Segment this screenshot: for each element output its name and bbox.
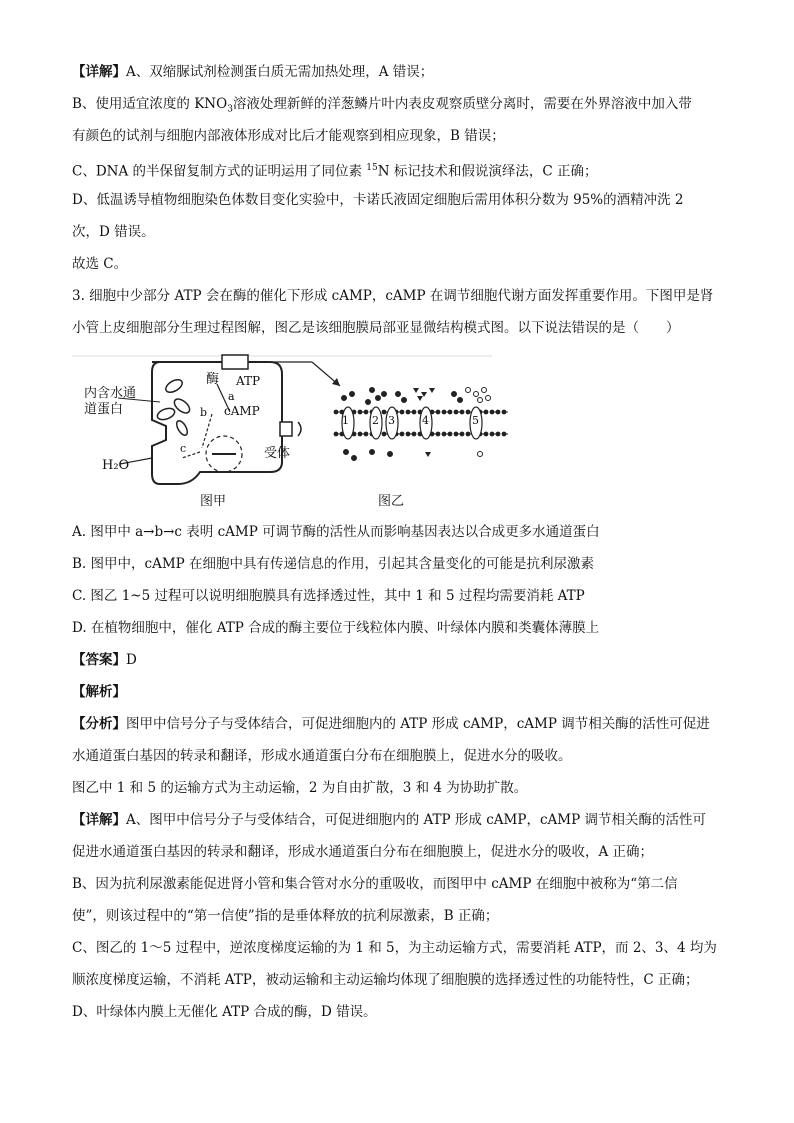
detail2-a-text: A、图甲中信号分子与受体结合，可促进细胞内的 ATP 形成 cAMP，cAMP 调节相关酶的活性可 <box>126 812 706 828</box>
arrow-b <box>202 414 212 448</box>
solute-particle <box>382 392 387 397</box>
detail-a-text: A、双缩脲试剂检测蛋白质无需加热处理，A 错误； <box>126 64 434 80</box>
phospholipid-head <box>496 410 501 415</box>
signal-molecule <box>298 422 301 436</box>
label-c: c <box>180 442 187 455</box>
option-d: D. 在植物细胞中，催化 ATP 合成的酶主要位于线粒体内膜、叶绿体内膜和类囊体薄膜上 <box>72 620 600 636</box>
detail-c-post: N 标记技术和假说演绎法，C 正确； <box>377 163 598 180</box>
label-a: a <box>228 390 235 403</box>
phospholipid-head <box>484 410 489 415</box>
detail-b-line1 <box>72 94 692 120</box>
solute-particle <box>350 392 355 397</box>
detail-b-post: 溶液处理新鲜的洋葱鳞片叶内表皮观察质壁分离时，需要在外界溶液中加入带 <box>232 96 692 112</box>
solute-particle <box>388 452 393 457</box>
detail-b-pre: B、使用适宜浓度的 KNO <box>72 96 228 112</box>
label-receptor: 受体 <box>264 446 291 461</box>
phospholipid-head <box>460 432 465 437</box>
detail2-c-line2: 顺浓度梯度运输，不消耗 ATP，被动运输和主动运输均体现了细胞膜的选择透过性的功能特性，C 正确； <box>72 972 699 988</box>
detail-c <box>72 158 597 182</box>
process-number-2: 2 <box>372 414 379 427</box>
caption-figure-b: 图乙 <box>378 494 405 509</box>
analysis-line2: 水通道蛋白基因的转录和翻译，形成水通道蛋白分布在细胞膜上，促进水分的吸收。 <box>72 748 572 764</box>
solute-particle <box>452 392 457 397</box>
solute-particle <box>342 396 347 401</box>
phospholipid-head <box>502 432 507 437</box>
process-number-1: 1 <box>342 414 349 427</box>
phospholipid-head <box>364 432 369 437</box>
vesicle-shape <box>164 377 185 395</box>
option-a: A. 图甲中 a→b→c 表明 cAMP 可调节酶的活性从而影响基因表达以合成更多水通道蛋白 <box>72 524 600 540</box>
option-c: C. 图乙 1~5 过程可以说明细胞膜具有选择透过性，其中 1 和 5 过程均需要消耗 ATP <box>72 588 585 604</box>
phospholipid-head <box>502 410 507 415</box>
solute-particle <box>425 452 431 457</box>
phospholipid-head <box>496 432 501 437</box>
question-line1: 3. 细胞中少部分 ATP 会在酶的催化下形成 cAMP，cAMP 在调节细胞代谢方面发挥重要作用。下图甲是肾 <box>72 288 714 304</box>
phospholipid-head <box>466 432 471 437</box>
solute-particle <box>466 388 471 393</box>
solute-particle <box>478 452 483 457</box>
phospholipid-head <box>334 410 339 415</box>
label-atp: ATP <box>236 374 261 388</box>
solute-particle <box>370 388 375 393</box>
label-camp: cAMP <box>224 404 260 418</box>
phospholipid-head <box>484 432 489 437</box>
solute-particle <box>482 388 487 393</box>
detail2-a-line1 <box>72 810 706 830</box>
detail-b-line2: 有颜色的试剂与细胞内部液体形成对比后才能观察到相应现象，B 错误； <box>72 128 505 144</box>
solute-particle <box>370 450 375 455</box>
label-channel-1: 内含水通 <box>84 386 137 401</box>
detail2-heading: 【详解】 <box>72 812 126 828</box>
phospholipid-head <box>490 410 495 415</box>
membrane-zoom-box <box>222 355 248 369</box>
phospholipid-head <box>442 432 447 437</box>
phospholipid-head <box>448 410 453 415</box>
solute-particle <box>474 392 479 397</box>
vesicle-shape <box>175 419 190 437</box>
solute-particle <box>486 396 491 401</box>
label-channel-2: 道蛋白 <box>84 402 124 417</box>
analysis-text1: 图甲中信号分子与受体结合，可促进细胞内的 ATP 形成 cAMP，cAMP 调节相关酶的活性可促进 <box>126 716 710 732</box>
analysis-line1 <box>72 714 710 734</box>
phospholipid-head <box>400 432 405 437</box>
caption-figure-a: 图甲 <box>200 494 227 509</box>
phospholipid-head <box>412 432 417 437</box>
phospholipid-head <box>400 410 405 415</box>
process-number-5: 5 <box>472 414 479 427</box>
option-b: B. 图甲中，cAMP 在细胞中具有传递信息的作用，引起其含量变化的可能是抗利尿激素 <box>72 556 595 572</box>
analysis-heading: 【解析】 <box>72 684 126 700</box>
phospholipid-head <box>454 410 459 415</box>
phospholipid-head <box>454 432 459 437</box>
phospholipid-head <box>448 432 453 437</box>
detail-b-sub: 3 <box>227 104 233 115</box>
phospholipid-head <box>364 410 369 415</box>
solute-particle <box>413 388 419 393</box>
label-enzyme: 酶 <box>206 372 220 387</box>
phospholipid-head <box>406 410 411 415</box>
phospholipid-head <box>412 410 417 415</box>
solute-particle <box>344 450 349 455</box>
process-number-3: 3 <box>388 414 395 427</box>
detail-c-pre: C、DNA 的半保留复制方式的证明运用了同位素 <box>72 163 367 180</box>
process-number-4: 4 <box>422 414 429 427</box>
cell-diagram <box>72 354 632 514</box>
solute-particle <box>352 456 357 461</box>
analysis-line3: 图乙中 1 和 5 的运输方式为主动运输，2 为自由扩散，3 和 4 为协助扩散。 <box>72 780 528 796</box>
phospholipid-head <box>382 410 387 415</box>
solute-particle <box>458 398 463 403</box>
transport-particles <box>342 388 491 461</box>
solute-particle <box>376 396 381 401</box>
solute-particle <box>402 398 407 403</box>
detail2-b-line1: B、因为抗利尿激素能促进肾小管和集合管对水分的重吸收，而图甲中 cAMP 在细胞中被称为“第二信 <box>72 876 678 892</box>
phospholipid-head <box>358 410 363 415</box>
label-water: H₂O <box>102 458 130 473</box>
detail-heading: 【详解】 <box>72 64 126 80</box>
phospholipid-head <box>442 410 447 415</box>
solute-particle <box>478 398 483 403</box>
phospholipid-head <box>436 410 441 415</box>
detail2-d: D、叶绿体内膜上无催化 ATP 合成的酶，D 错误。 <box>72 1004 377 1020</box>
choice-line: 故选 C。 <box>72 256 128 272</box>
analysis-subheading: 【分析】 <box>72 716 126 732</box>
phospholipid-head <box>358 432 363 437</box>
phospholipid-head <box>460 410 465 415</box>
detail-a <box>72 62 433 82</box>
answer-heading: 【答案】 <box>72 652 126 668</box>
phospholipid-head <box>490 432 495 437</box>
phospholipid-head <box>406 432 411 437</box>
answer-value: D <box>126 652 137 668</box>
detail2-a-line2: 促进水通道蛋白基因的转录和翻译，形成水通道蛋白分布在细胞膜上，促进水分的吸收，A 正确； <box>72 844 654 860</box>
phospholipid-head <box>334 432 339 437</box>
solute-particle <box>396 392 401 397</box>
phospholipid-head <box>436 432 441 437</box>
solute-particle <box>366 400 371 405</box>
label-b: b <box>200 406 208 419</box>
question-figure <box>72 354 632 514</box>
phospholipid-head <box>466 410 471 415</box>
detail2-c-line1: C、图乙的 1～5 过程中，逆浓度梯度运输的为 1 和 5，为主动运输方式，需要消耗 ATP，而 2、3、4 均为 <box>72 940 717 956</box>
question-line2: 小管上皮细胞部分生理过程图解，图乙是该细胞膜局部亚显微结构模式图。以下说法错误的是（ ） <box>72 320 680 336</box>
solute-particle <box>417 396 423 401</box>
solute-particle <box>429 388 435 393</box>
vesicle-shape <box>156 406 176 422</box>
receptor-shape <box>280 422 292 436</box>
detail2-b-line2: 使”，则该过程中的“第一信使”指的是垂体释放的抗利尿激素，B 正确； <box>72 908 499 924</box>
detail-d-line2: 次，D 错误。 <box>72 224 155 240</box>
detail-d-line1: D、低温诱导植物细胞染色体数目变化实验中，卡诺氏液固定细胞后需用体积分数为 95%的酒精冲洗 2 <box>72 192 684 208</box>
answer-line <box>72 650 137 670</box>
detail-c-sup: 15 <box>366 163 378 173</box>
phospholipid-head <box>382 432 387 437</box>
